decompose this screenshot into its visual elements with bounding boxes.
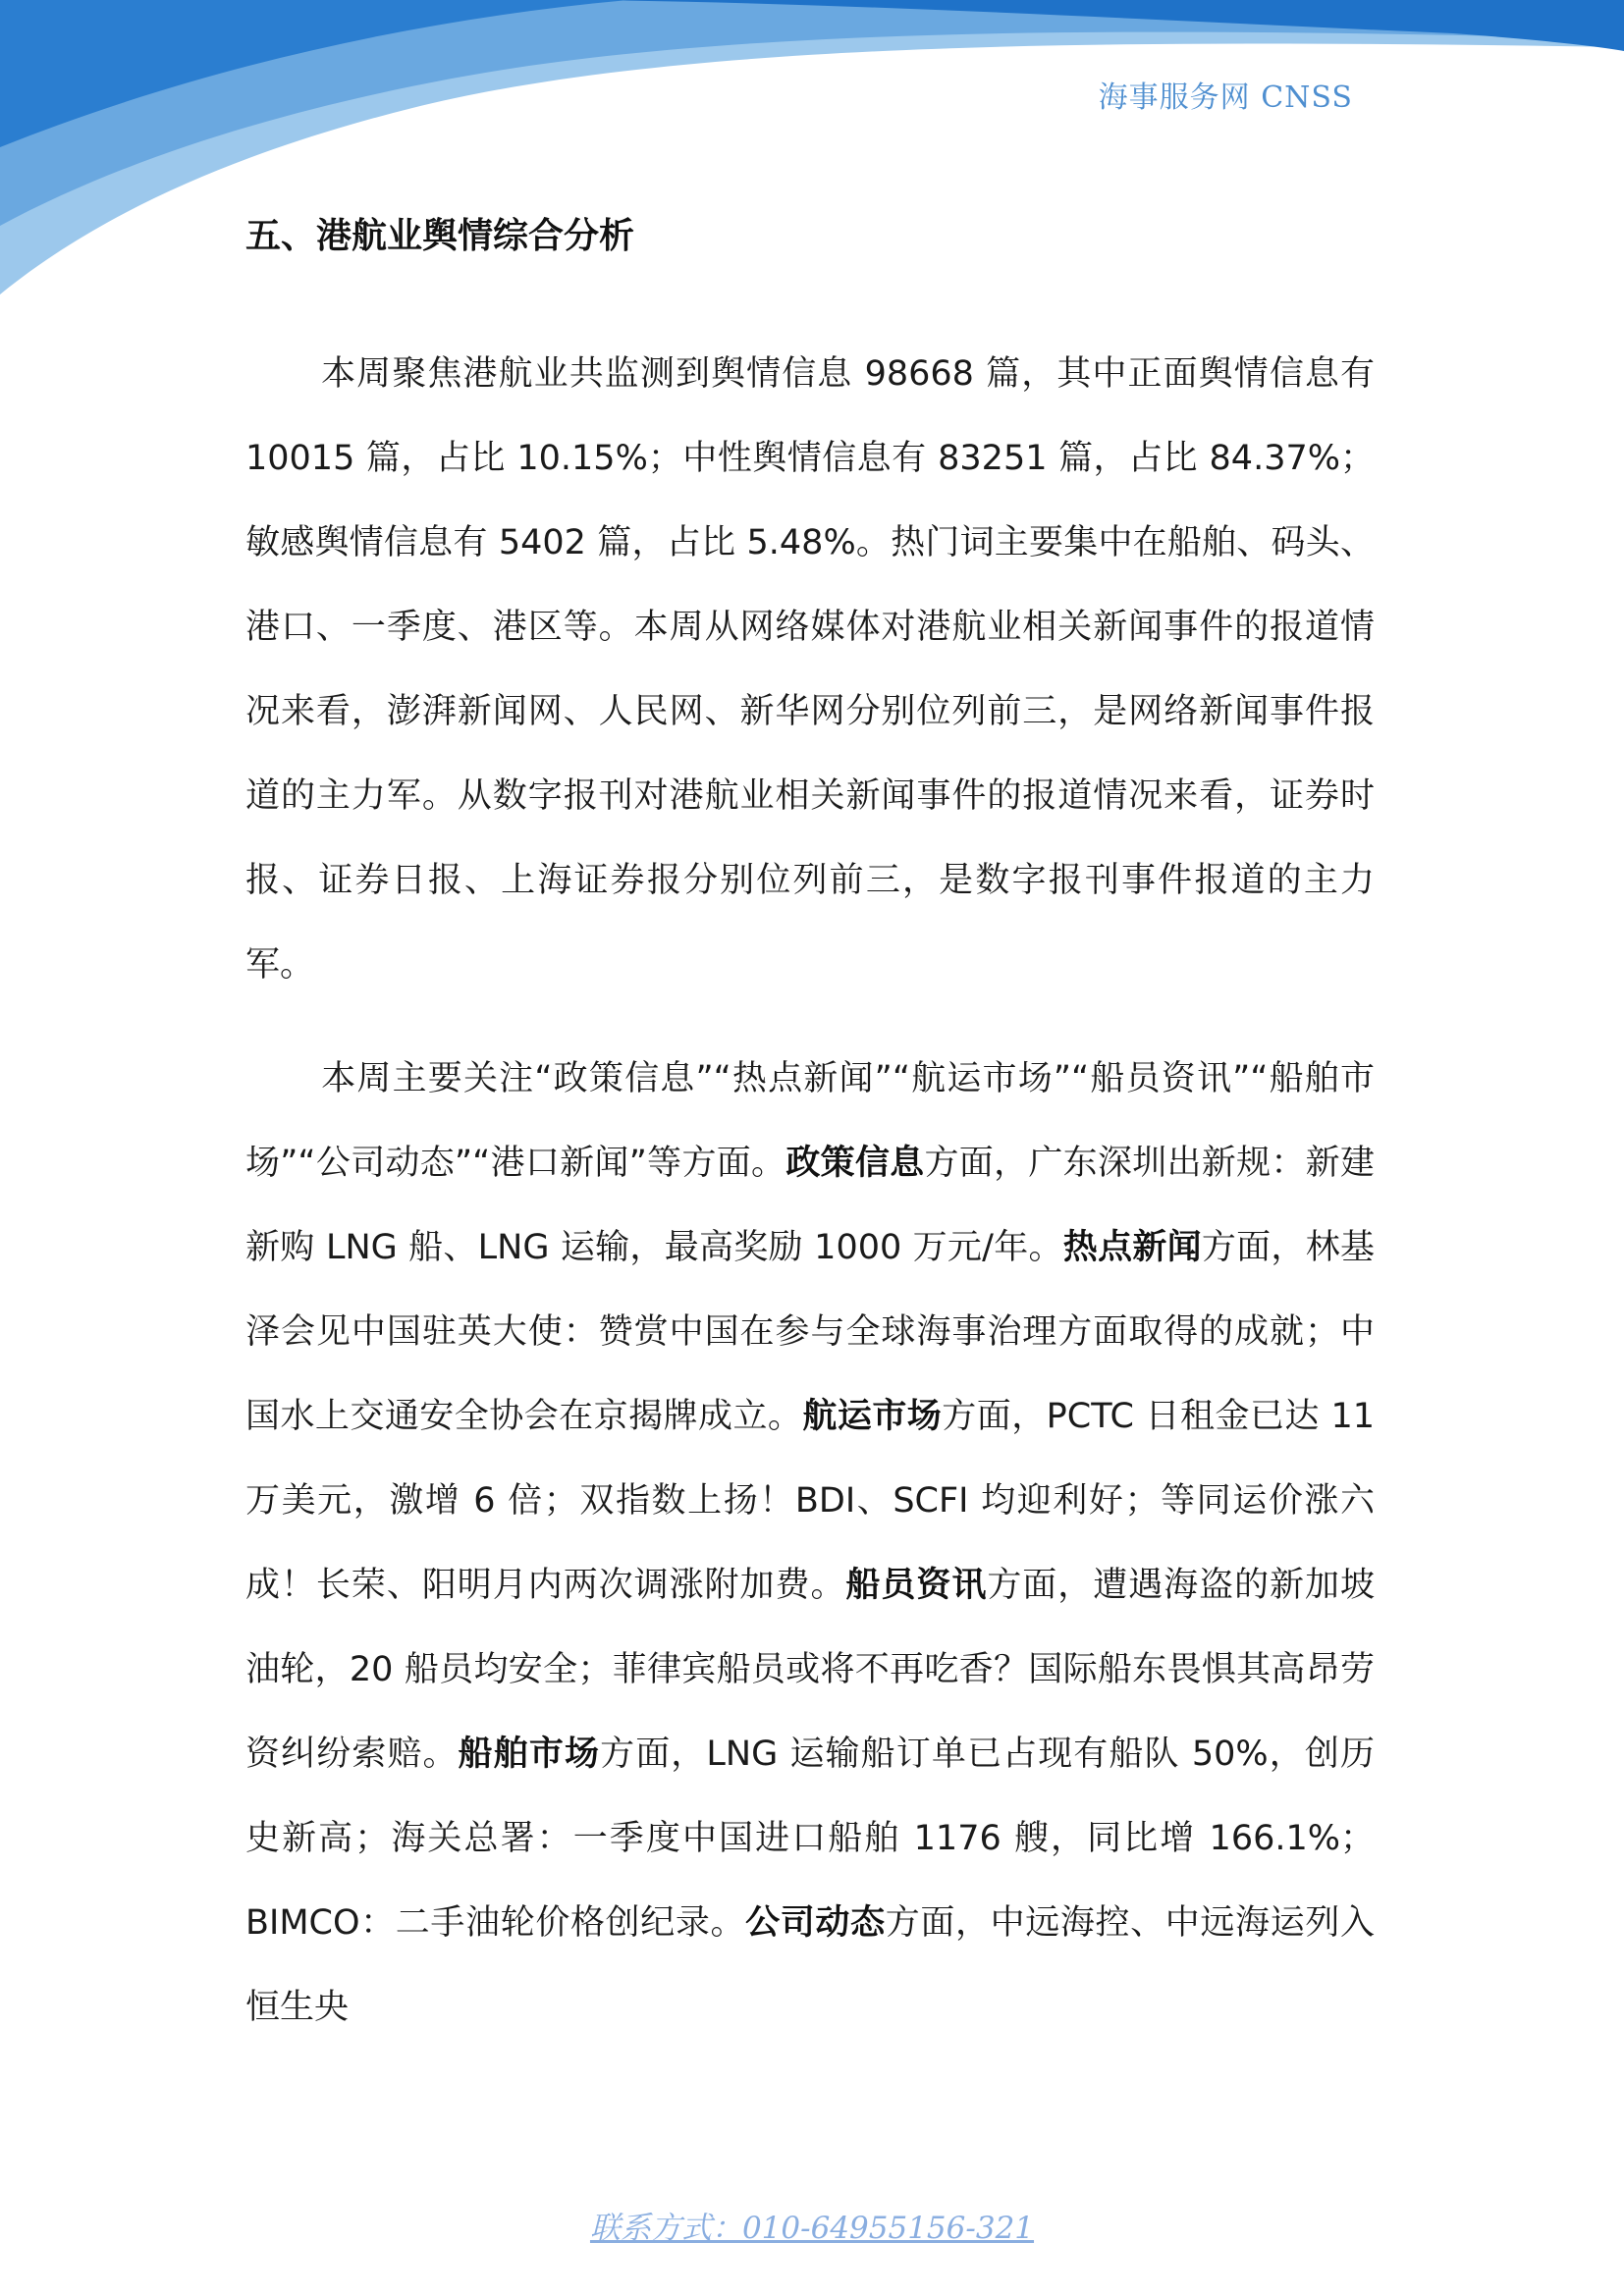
crew-news-text: 方面，遭遇海盗的新加坡油轮，20 船员均安全；菲律宾船员或将不再吃香？国际船东畏惧其高昂劳资纠纷索赔。 xyxy=(245,1566,1375,1774)
keyword-hot-news: 热点新闻 xyxy=(1062,1228,1202,1267)
header-banner xyxy=(0,0,1624,314)
footer-contact-link[interactable]: 联系方式：010-64955156-321 xyxy=(589,2211,1035,2246)
keyword-ship-market: 船舶市场 xyxy=(458,1735,601,1774)
shipping-market-text: 方面，PCTC 日租金已达 11 万美元，激增 6 倍；双指数上扬！BDI、SCFI 均迎利好；等同运价涨六成！长荣、阳明月内两次调涨附加费。 xyxy=(245,1397,1375,1605)
keyword-crew-news: 船员资讯 xyxy=(845,1566,988,1605)
keyword-shipping-market: 航运市场 xyxy=(802,1397,943,1436)
company-text: 方面，中远海控、中远海运列入恒生央 xyxy=(245,1903,1375,2027)
brand-label: 海事服务网 CNSS xyxy=(1098,80,1353,115)
focus-intro: 本周主要关注“政策信息”“热点新闻”“航运市场”“船员资讯”“船舶市场”“公司动态”“港口新闻”等方面。 xyxy=(245,1059,1375,1183)
paragraph-summary xyxy=(245,332,1375,1007)
keyword-policy: 政策信息 xyxy=(785,1144,925,1183)
keyword-company: 公司动态 xyxy=(745,1903,886,1943)
summary-text: 本周聚焦港航业共监测到舆情信息 98668 篇，其中正面舆情信息有 10015 篇，占比 10.15%；中性舆情信息有 83251 篇，占比 84.37%；敏感舆情信息有 5402 篇，占比 5.48%。热门词主要集中在船舶、码头、港口、一季度、港区等。本周从网络媒体对港航业相关新闻事件的报道情况来看，澎湃新闻网、人民网、新华网分别位列前三，是网络新闻事件报道的主力军。从数字报刊对港航业相关新闻事件的报道情况来看，证券时报、证券日报、上海证券报分别位列前三，是数字报刊事件报道的主力军。 xyxy=(245,354,1375,985)
paragraph-focus xyxy=(245,1037,1375,2050)
section-title: 五、港航业舆情综合分析 xyxy=(245,216,635,256)
policy-text: 方面，广东深圳出新规：新建新购 LNG 船、LNG 运输，最高奖励 1000 万元/年。 xyxy=(245,1144,1375,1267)
hot-news-text: 方面，林基泽会见中国驻英大使：赞赏中国在参与全球海事治理方面取得的成就；中国水上交通安全协会在京揭牌成立。 xyxy=(245,1228,1375,1436)
ship-market-text: 方面，LNG 运输船订单已占现有船队 50%，创历史新高；海关总署：一季度中国进口船舶 1176 艘，同比增 166.1%；BIMCO：二手油轮价格创纪录。 xyxy=(245,1735,1375,1943)
